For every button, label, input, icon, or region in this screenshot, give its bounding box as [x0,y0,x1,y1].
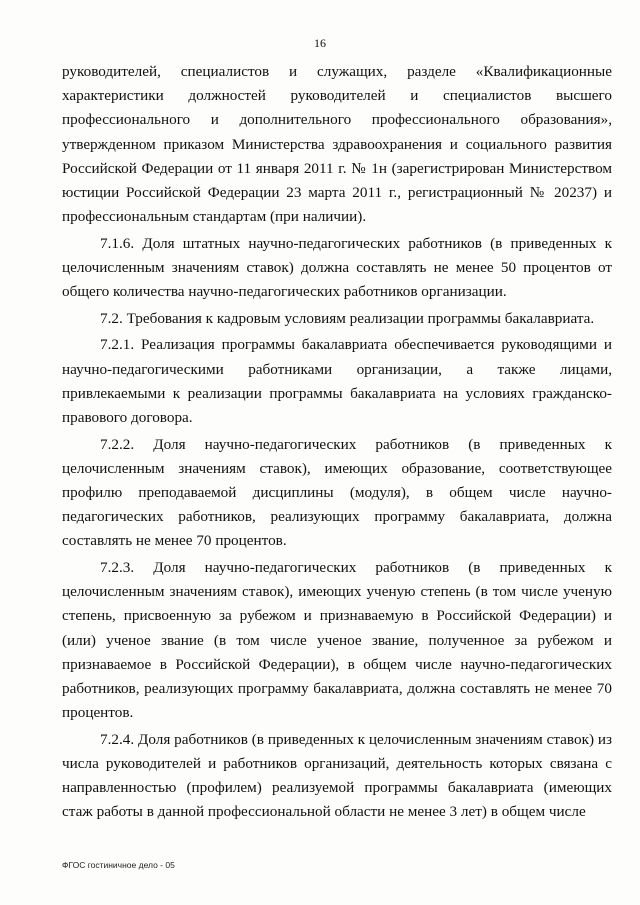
document-body [62,60,612,825]
paragraph-7-2-1: 7.2.1. Реализация программы бакалавриата обеспечивается руководящими и научно-педагогическими работниками организации, а также лицами, привлекаемыми к реализации программы бакалавриата на условиях гражданско-правового договора. [62,336,612,427]
paragraph-continuation: руководителей, специалистов и служащих, разделе «Квалификационные характеристики должностей руководителей и специалистов высшего профессионального и дополнительного профессионального образования», утвержденном приказом Министерства здравоохранения и социального развития Российской Федерации от 11 января 2011 г. № 1н (зарегистрирован Министерством юстиции Российской Федерации 23 марта 2011 г., регистрационный № 20237) и профессиональным стандартам (при наличии). [62,63,612,226]
paragraph-7-2-2: 7.2.2. Доля научно-педагогических работников (в приведенных к целочисленным значениям ставок), имеющих образование, соответствующее профилю преподаваемой дисциплины (модуля), в общем числе научно-педагогических работников, реализующих программу бакалавриата, должна составлять не менее 70 процентов. [62,435,612,550]
paragraph-7-2-4: 7.2.4. Доля работников (в приведенных к целочисленным значениям ставок) из числа руководителей и работников организаций, деятельность которых связана с направленностью (профилем) реализуемой программы бакалавриата (имеющих стаж работы в данной профессиональной области не менее 3 лет) в общем числе [62,730,612,821]
paragraph-7-2: 7.2. Требования к кадровым условиям реализации программы бакалавриата. [100,309,595,327]
paragraph-7-2-3: 7.2.3. Доля научно-педагогических работников (в приведенных к целочисленным значениям ставок), имеющих ученую степень (в том числе ученую степень, присвоенную за рубежом и признаваемую в Российской Федерации) и (или) ученое звание (в том числе ученое звание, полученное за рубежом и признаваемое в Российской Федерации), в общем числе научно-педагогических работников, реализующих программу бакалавриата, должна составлять не менее 70 процентов. [62,559,612,722]
paragraph-7-1-6: 7.1.6. Доля штатных научно-педагогических работников (в приведенных к целочисленным значениям ставок) должна составлять не менее 50 процентов от общего количества научно-педагогических работников организации. [62,234,612,301]
page-number: 16 [314,36,326,50]
page-footer: ФГОС гостиничное дело - 05 [62,860,175,870]
